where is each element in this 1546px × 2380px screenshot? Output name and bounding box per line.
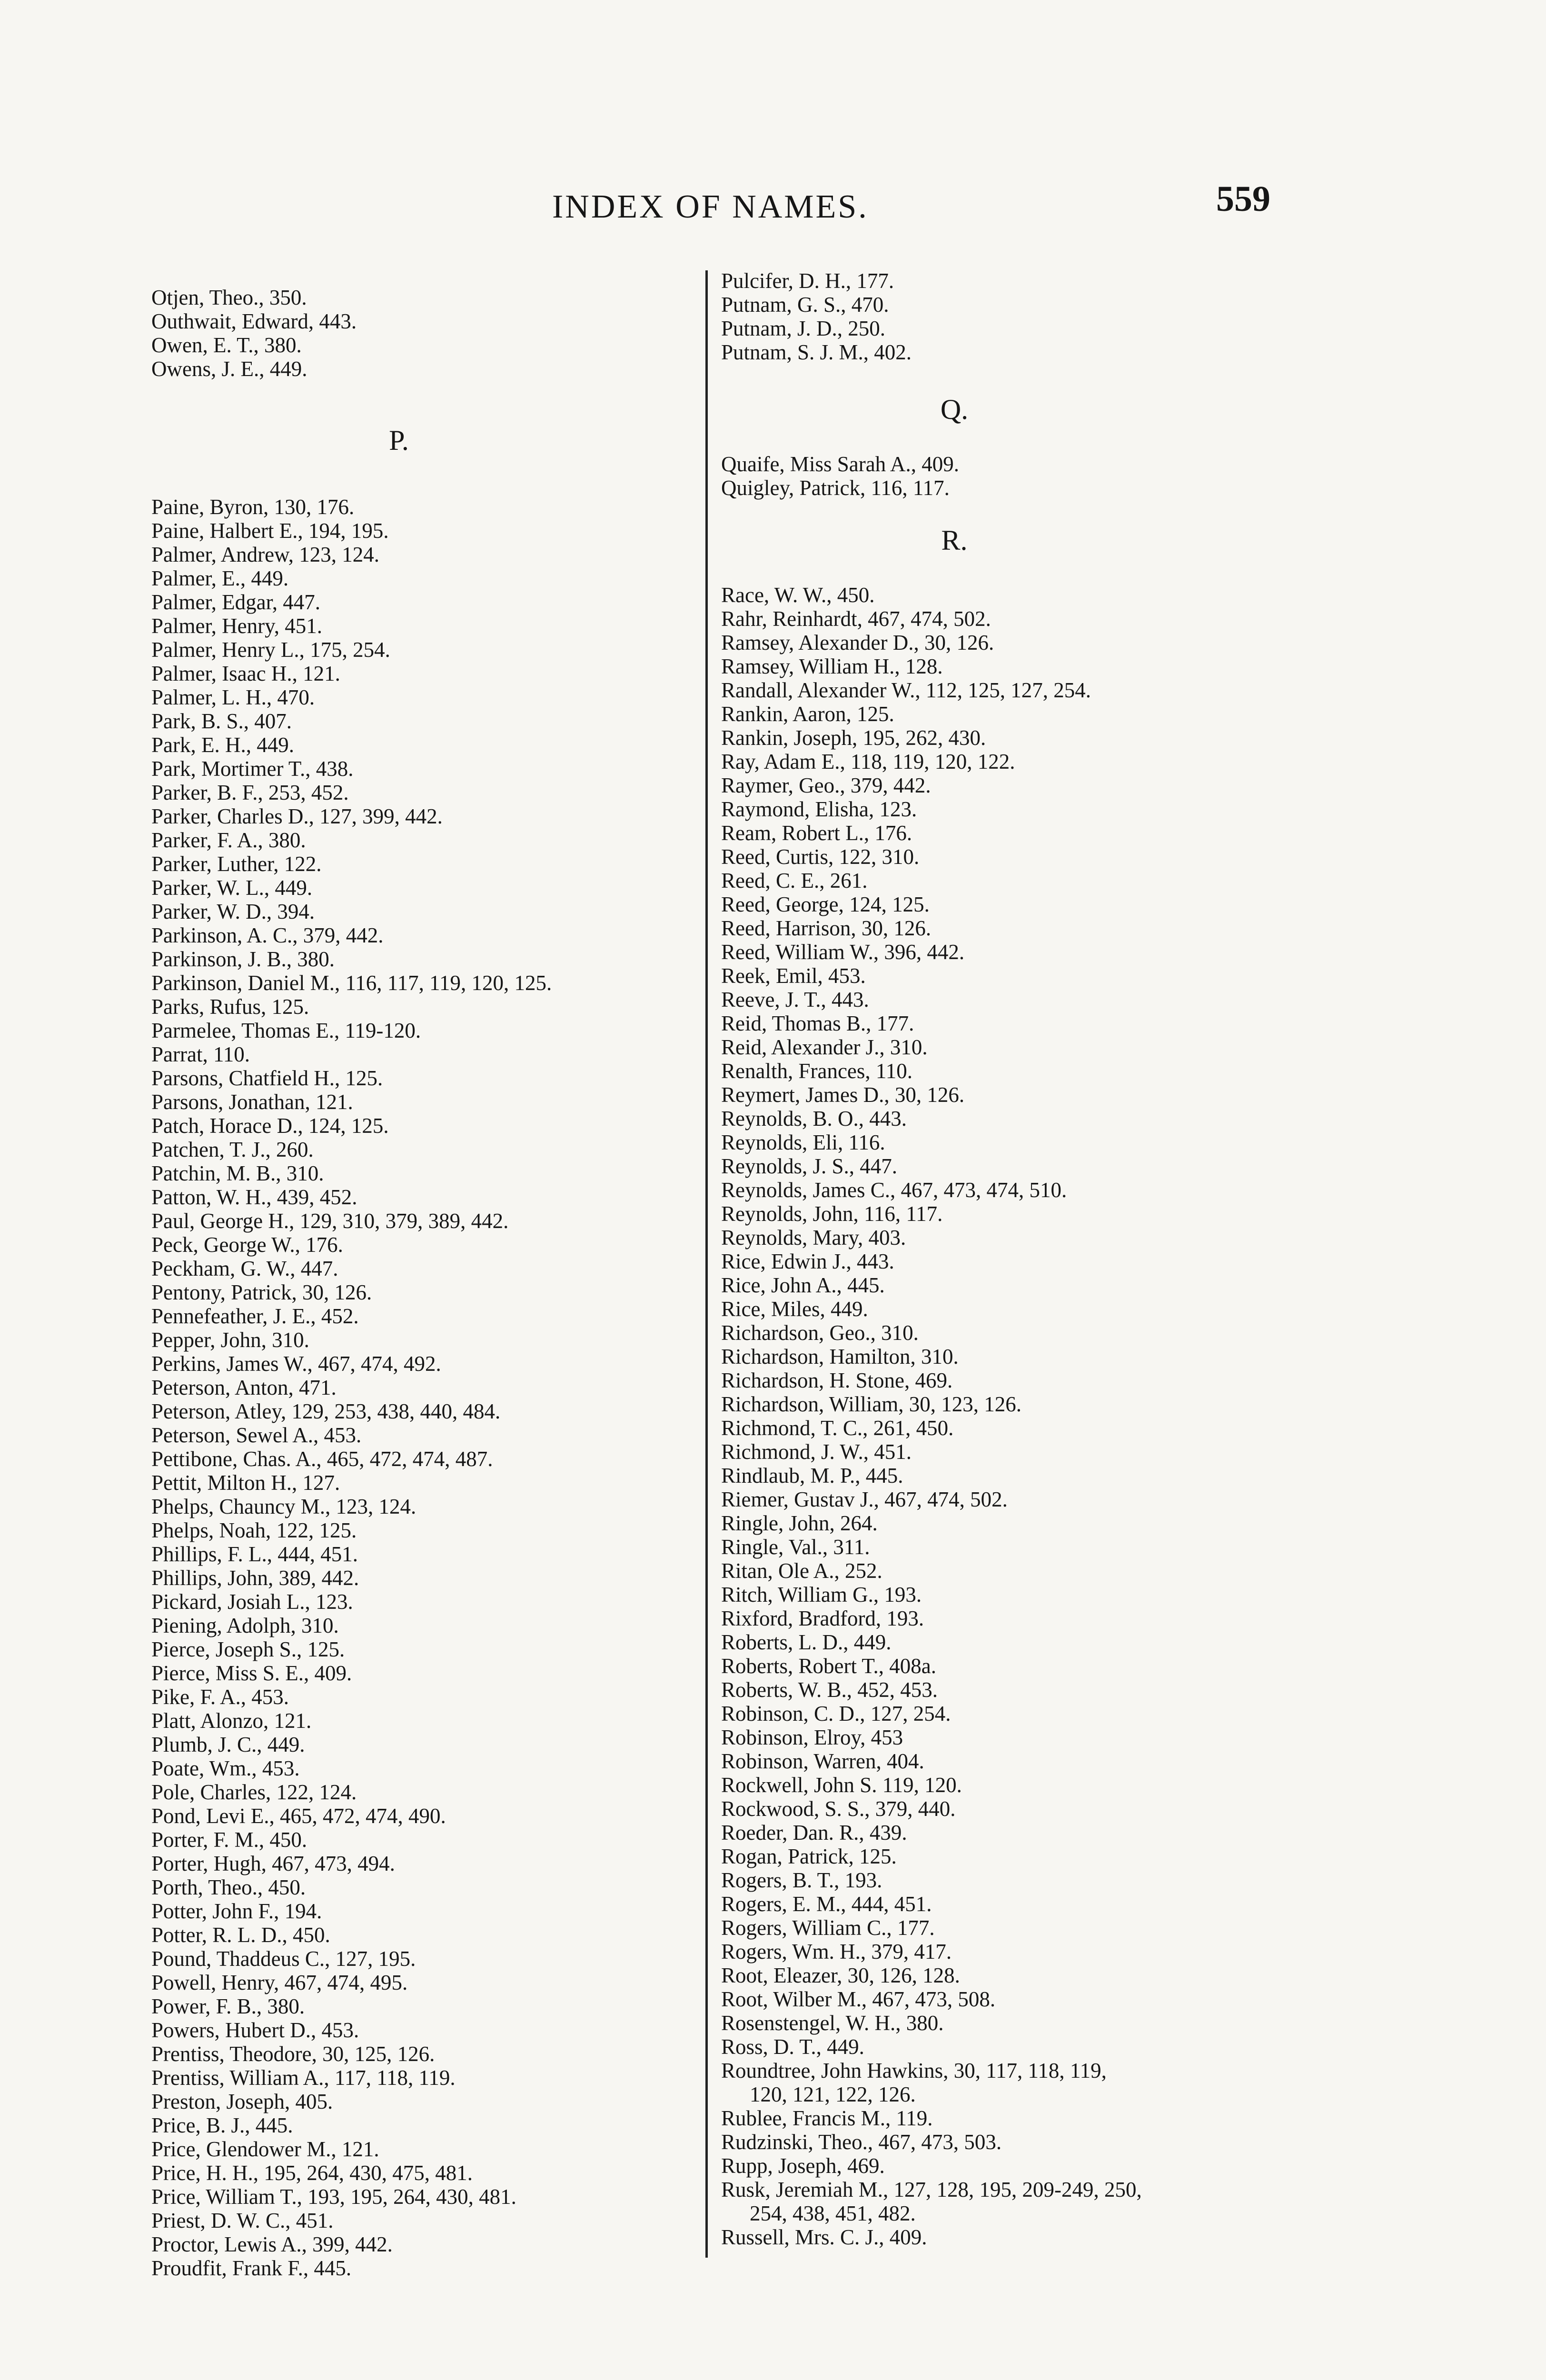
index-entry: Palmer, Henry L., 175, 254. — [151, 638, 390, 662]
index-entry: Patchen, T. J., 260. — [151, 1138, 314, 1161]
index-entry: Ringle, John, 264. — [721, 1511, 878, 1535]
index-entry: Ramsey, William H., 128. — [721, 654, 943, 678]
index-section — [721, 395, 1292, 500]
index-entry: Rice, Edwin J., 443. — [721, 1250, 894, 1273]
index-entry: Parmelee, Thomas E., 119-120. — [151, 1019, 421, 1042]
index-entry: Pickard, Josiah L., 123. — [151, 1590, 353, 1614]
index-entry: Ringle, Val., 311. — [721, 1535, 870, 1559]
index-entry: Richardson, Hamilton, 310. — [721, 1345, 959, 1368]
index-entry: Parkinson, J. B., 380. — [151, 947, 335, 971]
index-entry: Roundtree, John Hawkins, 30, 117, 118, 119, — [721, 2059, 1107, 2082]
index-entry: Pond, Levi E., 465, 472, 474, 490. — [151, 1804, 446, 1828]
index-entry: Pettibone, Chas. A., 465, 472, 474, 487. — [151, 1447, 493, 1471]
index-entry: Platt, Alonzo, 121. — [151, 1709, 312, 1733]
index-entry: Park, Mortimer T., 438. — [151, 757, 354, 781]
right-column — [721, 269, 1292, 2249]
index-entry: Phelps, Noah, 122, 125. — [151, 1518, 357, 1542]
index-entry: Parker, F. A., 380. — [151, 828, 306, 852]
index-entry: Outhwait, Edward, 443. — [151, 309, 357, 333]
index-entry: Rice, John A., 445. — [721, 1273, 885, 1297]
index-entry: Russell, Mrs. C. J., 409. — [721, 2225, 927, 2249]
index-entry: Phillips, John, 389, 442. — [151, 1566, 359, 1590]
index-entry: Rogers, Wm. H., 379, 417. — [721, 1940, 952, 1964]
index-entry: Rogers, B. T., 193. — [721, 1868, 882, 1892]
index-entry: Piening, Adolph, 310. — [151, 1614, 339, 1637]
index-entry: Robinson, C. D., 127, 254. — [721, 1702, 951, 1726]
index-entry: Palmer, E., 449. — [151, 566, 289, 590]
index-entry: Rice, Miles, 449. — [721, 1297, 868, 1321]
index-entry: Parker, W. D., 394. — [151, 900, 315, 923]
index-entry: Rublee, Francis M., 119. — [721, 2106, 933, 2130]
index-entry: Price, Glendower M., 121. — [151, 2137, 379, 2161]
index-entry: Rockwood, S. S., 379, 440. — [721, 1797, 956, 1821]
index-entry: Pierce, Joseph S., 125. — [151, 1637, 345, 1661]
index-entry: Reynolds, B. O., 443. — [721, 1107, 907, 1130]
index-entry: Rixford, Bradford, 193. — [721, 1606, 924, 1630]
index-entry: Peckham, G. W., 447. — [151, 1257, 338, 1280]
index-entry: Palmer, Henry, 451. — [151, 614, 322, 638]
page-number: 559 — [1216, 179, 1270, 219]
index-entry: Ream, Robert L., 176. — [721, 821, 912, 845]
index-entry: Parks, Rufus, 125. — [151, 995, 309, 1019]
column-rule — [705, 270, 708, 2258]
index-entry: Prentiss, William A., 117, 118, 119. — [151, 2066, 456, 2090]
index-entry: Richardson, H. Stone, 469. — [721, 1368, 953, 1392]
index-entry: Reynolds, Mary, 403. — [721, 1226, 906, 1250]
index-entry: Power, F. B., 380. — [151, 1994, 305, 2018]
section-letter: R. — [941, 525, 968, 556]
index-entry: Richmond, J. W., 451. — [721, 1440, 912, 1464]
index-entry: Rockwell, John S. 119, 120. — [721, 1773, 962, 1797]
index-entry: Priest, D. W. C., 451. — [151, 2209, 334, 2232]
index-entry: Ramsey, Alexander D., 30, 126. — [721, 631, 994, 654]
index-entry: Rankin, Joseph, 195, 262, 430. — [721, 726, 986, 750]
index-entry: Rusk, Jeremiah M., 127, 128, 195, 209-249, 250, — [721, 2178, 1142, 2202]
index-entry: Reynolds, J. S., 447. — [721, 1154, 898, 1178]
index-entry: Preston, Joseph, 405. — [151, 2090, 333, 2113]
index-entry: Reynolds, Eli, 116. — [721, 1130, 885, 1154]
index-entry: Price, H. H., 195, 264, 430, 475, 481. — [151, 2161, 473, 2185]
index-entry: Perkins, James W., 467, 474, 492. — [151, 1352, 441, 1376]
index-section — [151, 426, 699, 2280]
index-entry: Reymert, James D., 30, 126. — [721, 1083, 965, 1107]
index-entry: Reid, Thomas B., 177. — [721, 1012, 914, 1035]
index-entry: Palmer, Andrew, 123, 124. — [151, 543, 379, 566]
index-entry: Richardson, Geo., 310. — [721, 1321, 919, 1345]
index-entry: Putnam, S. J. M., 402. — [721, 340, 912, 364]
index-entry: Roberts, W. B., 452, 453. — [721, 1678, 938, 1702]
index-entry: Rogan, Patrick, 125. — [721, 1844, 897, 1868]
index-entry: Raymond, Elisha, 123. — [721, 797, 917, 821]
index-entry: Reed, C. E., 261. — [721, 869, 868, 892]
index-entry: Raymer, Geo., 379, 442. — [721, 774, 931, 797]
index-entry: Renalth, Frances, 110. — [721, 1059, 912, 1083]
index-entry: Paul, George H., 129, 310, 379, 389, 442. — [151, 1209, 509, 1233]
index-entry: Palmer, Edgar, 447. — [151, 590, 321, 614]
index-entry: Roberts, Robert T., 408a. — [721, 1654, 937, 1678]
index-section — [721, 269, 1292, 364]
index-entry: Pentony, Patrick, 30, 126. — [151, 1280, 372, 1304]
left-column — [151, 286, 699, 2280]
index-entry: Rupp, Joseph, 469. — [721, 2154, 885, 2178]
index-entry: Reynolds, John, 116, 117. — [721, 1202, 943, 1226]
index-entry: Ross, D. T., 449. — [721, 2035, 864, 2059]
section-letter: P. — [389, 425, 409, 456]
index-entry: Randall, Alexander W., 112, 125, 127, 254. — [721, 678, 1091, 702]
index-entry: Richardson, William, 30, 123, 126. — [721, 1392, 1022, 1416]
index-entry: Paine, Byron, 130, 176. — [151, 495, 355, 519]
index-entry: Plumb, J. C., 449. — [151, 1733, 305, 1756]
index-entry: Poate, Wm., 453. — [151, 1756, 300, 1780]
index-entry: Rankin, Aaron, 125. — [721, 702, 894, 726]
index-entry: Rindlaub, M. P., 445. — [721, 1464, 903, 1488]
index-entry: Reid, Alexander J., 310. — [721, 1035, 928, 1059]
index-entry: Reynolds, James C., 467, 473, 474, 510. — [721, 1178, 1067, 1202]
index-section — [721, 526, 1292, 2249]
index-entry: Peterson, Anton, 471. — [151, 1376, 337, 1399]
index-entry: Root, Eleazer, 30, 126, 128. — [721, 1964, 960, 1987]
index-entry: Putnam, J. D., 250. — [721, 317, 886, 340]
index-entry: Pound, Thaddeus C., 127, 195. — [151, 1947, 416, 1971]
index-entry: Roberts, L. D., 449. — [721, 1630, 892, 1654]
index-entry: Paine, Halbert E., 194, 195. — [151, 519, 389, 543]
index-entry: Peterson, Sewel A., 453. — [151, 1423, 362, 1447]
index-entry: Porter, F. M., 450. — [151, 1828, 307, 1852]
index-entry: Parsons, Jonathan, 121. — [151, 1090, 353, 1114]
index-entry: Patton, W. H., 439, 452. — [151, 1185, 357, 1209]
index-entry: Pennefeather, J. E., 452. — [151, 1304, 359, 1328]
index-entry: Putnam, G. S., 470. — [721, 293, 889, 317]
index-entry: Owen, E. T., 380. — [151, 333, 302, 357]
index-entry: Robinson, Warren, 404. — [721, 1749, 924, 1773]
index-entry: Parsons, Chatfield H., 125. — [151, 1066, 383, 1090]
index-entry: Rahr, Reinhardt, 467, 474, 502. — [721, 607, 991, 631]
index-entry: Powers, Hubert D., 453. — [151, 2018, 359, 2042]
index-entry: Park, E. H., 449. — [151, 733, 294, 757]
index-entry: Parker, B. F., 253, 452. — [151, 781, 349, 804]
index-entry: Rosenstengel, W. H., 380. — [721, 2011, 944, 2035]
index-entry: Race, W. W., 450. — [721, 583, 875, 607]
index-entry: Phillips, F. L., 444, 451. — [151, 1542, 358, 1566]
index-entry: Ray, Adam E., 118, 119, 120, 122. — [721, 750, 1015, 774]
section-letter: Q. — [940, 394, 969, 425]
index-entry: Pulcifer, D. H., 177. — [721, 269, 894, 293]
index-entry: Pettit, Milton H., 127. — [151, 1471, 340, 1495]
index-entry: Roeder, Dan. R., 439. — [721, 1821, 907, 1844]
index-entry: Reed, George, 124, 125. — [721, 892, 930, 916]
index-entry: Reek, Emil, 453. — [721, 964, 866, 988]
index-entry: Root, Wilber M., 467, 473, 508. — [721, 1987, 996, 2011]
index-entry: Otjen, Theo., 350. — [151, 286, 307, 309]
running-head: INDEX OF NAMES. — [552, 188, 869, 225]
index-entry: Pierce, Miss S. E., 409. — [151, 1661, 352, 1685]
index-entry: Reed, Curtis, 122, 310. — [721, 845, 920, 869]
index-entry: Porth, Theo., 450. — [151, 1875, 306, 1899]
index-entry: 120, 121, 122, 126. — [750, 2082, 916, 2106]
index-entry: Pole, Charles, 122, 124. — [151, 1780, 357, 1804]
index-entry: Parker, W. L., 449. — [151, 876, 313, 900]
index-entry: Potter, R. L. D., 450. — [151, 1923, 330, 1947]
index-entry: Richmond, T. C., 261, 450. — [721, 1416, 954, 1440]
index-entry: Parrat, 110. — [151, 1042, 250, 1066]
index-entry: Peterson, Atley, 129, 253, 438, 440, 484. — [151, 1399, 501, 1423]
index-entry: Pike, F. A., 453. — [151, 1685, 289, 1709]
index-entry: Phelps, Chauncy M., 123, 124. — [151, 1495, 416, 1518]
index-entry: Prentiss, Theodore, 30, 125, 126. — [151, 2042, 435, 2066]
index-entry: Quaife, Miss Sarah A., 409. — [721, 452, 959, 476]
index-entry: Rogers, E. M., 444, 451. — [721, 1892, 932, 1916]
index-entry: Park, B. S., 407. — [151, 709, 292, 733]
index-entry: Proctor, Lewis A., 399, 442. — [151, 2232, 393, 2256]
index-entry: Porter, Hugh, 467, 473, 494. — [151, 1852, 395, 1875]
index-entry: Proudfit, Frank F., 445. — [151, 2256, 352, 2280]
index-entry: Peck, George W., 176. — [151, 1233, 343, 1257]
index-entry: Price, William T., 193, 195, 264, 430, 481. — [151, 2185, 516, 2209]
index-entry: Patch, Horace D., 124, 125. — [151, 1114, 389, 1138]
index-entry: Parker, Charles D., 127, 399, 442. — [151, 804, 443, 828]
index-entry: Powell, Henry, 467, 474, 495. — [151, 1971, 408, 1994]
index-entry: Rogers, William C., 177. — [721, 1916, 935, 1940]
index-entry: Riemer, Gustav J., 467, 474, 502. — [721, 1488, 1008, 1511]
index-entry: Reed, William W., 396, 442. — [721, 940, 965, 964]
index-section — [151, 286, 699, 381]
index-entry: Parker, Luther, 122. — [151, 852, 322, 876]
index-entry: Pepper, John, 310. — [151, 1328, 309, 1352]
index-entry: Ritan, Ole A., 252. — [721, 1559, 882, 1583]
index-entry: Quigley, Patrick, 116, 117. — [721, 476, 950, 500]
index-entry: Reed, Harrison, 30, 126. — [721, 916, 932, 940]
index-entry: Patchin, M. B., 310. — [151, 1161, 324, 1185]
index-entry: Palmer, Isaac H., 121. — [151, 662, 340, 685]
index-entry: Price, B. J., 445. — [151, 2113, 293, 2137]
index-entry: Ritch, William G., 193. — [721, 1583, 922, 1606]
index-entry: 254, 438, 451, 482. — [750, 2202, 916, 2225]
index-entry: Potter, John F., 194. — [151, 1899, 322, 1923]
index-entry: Parkinson, Daniel M., 116, 117, 119, 120, 125. — [151, 971, 552, 995]
index-entry: Parkinson, A. C., 379, 442. — [151, 923, 384, 947]
index-entry: Palmer, L. H., 470. — [151, 685, 315, 709]
index-entry: Rudzinski, Theo., 467, 473, 503. — [721, 2130, 1002, 2154]
index-entry: Robinson, Elroy, 453 — [721, 1726, 903, 1749]
index-entry: Reeve, J. T., 443. — [721, 988, 869, 1012]
index-entry: Owens, J. E., 449. — [151, 357, 307, 381]
